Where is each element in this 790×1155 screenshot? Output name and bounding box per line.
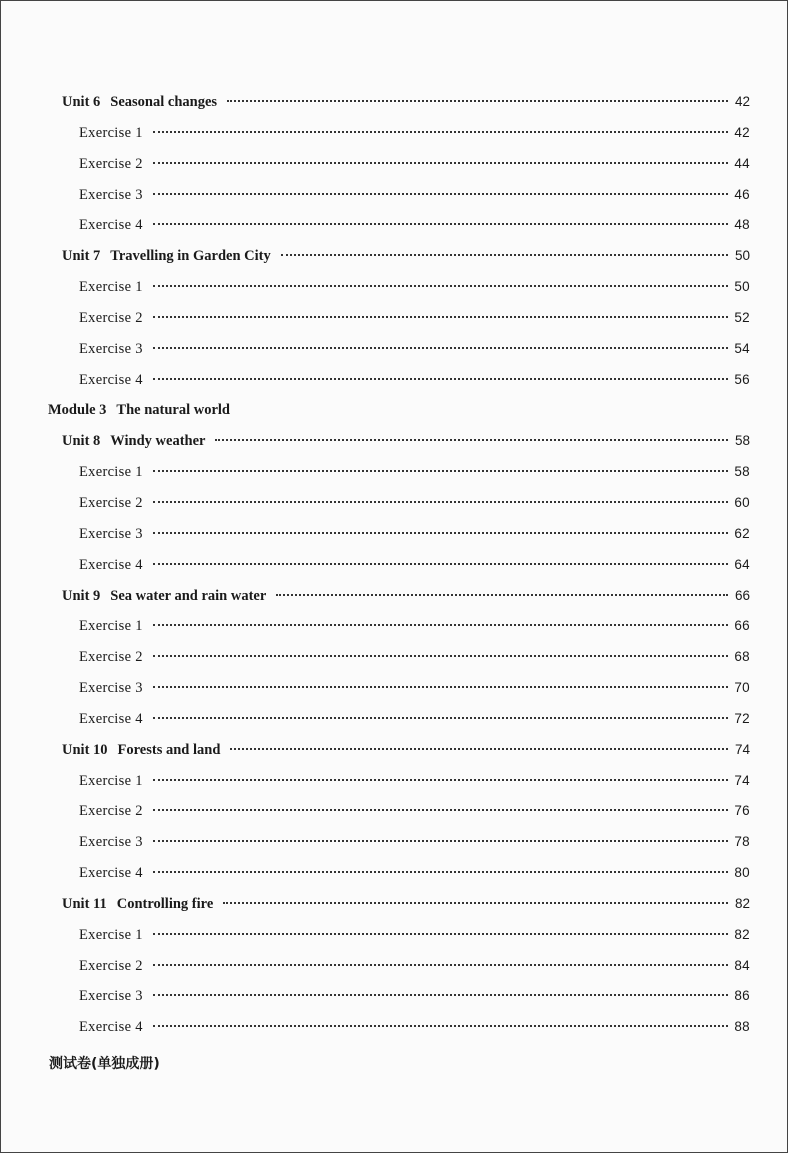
toc-page-number: 70: [734, 680, 750, 696]
toc-entry-title: Exercise 3: [79, 525, 143, 542]
toc-unit-number: Unit 9: [62, 587, 101, 604]
dot-leader: [153, 378, 728, 380]
table-of-contents: [1, 87, 787, 1043]
toc-page-number: 50: [734, 248, 750, 264]
toc-entry-title: Exercise 4: [79, 710, 143, 727]
toc-entry-title: Exercise 1: [79, 926, 143, 943]
toc-page-number: 58: [734, 464, 750, 480]
toc-unit-number: Unit 8: [62, 433, 101, 450]
toc-module-number: Module 3: [48, 402, 107, 419]
toc-exercise-row: [1, 611, 787, 642]
toc-entry-title: Exercise 2: [79, 309, 143, 326]
toc-exercise-row: [1, 951, 787, 982]
toc-entry-title: Controlling fire: [116, 895, 214, 912]
dot-leader: [153, 933, 728, 935]
toc-exercise-row: [1, 303, 787, 334]
dot-leader: [153, 686, 728, 688]
toc-unit-row: [1, 426, 787, 457]
toc-exercise-row: [1, 457, 787, 488]
toc-entry-title: Exercise 2: [79, 957, 143, 974]
toc-page-number: 42: [734, 124, 750, 140]
toc-unit-number: Unit 6: [62, 94, 101, 110]
toc-entry-title: Exercise 2: [79, 155, 143, 172]
dot-leader: [153, 871, 728, 873]
toc-page-number: 62: [734, 525, 750, 541]
toc-entry-title: Exercise 3: [79, 340, 143, 357]
toc-exercise-row: [1, 488, 787, 519]
toc-page-number: 58: [734, 433, 750, 449]
toc-unit-row: [1, 735, 787, 766]
dot-leader: [153, 470, 728, 472]
toc-page-number: 82: [734, 926, 750, 942]
toc-entry-title: Exercise 1: [79, 772, 143, 789]
toc-entry-title: Exercise 4: [79, 371, 143, 388]
toc-page-number: 86: [734, 988, 750, 1004]
toc-page-number: 64: [734, 556, 750, 572]
toc-entry-title: Exercise 1: [79, 464, 143, 481]
toc-exercise-row: [1, 519, 787, 550]
toc-entry-title: Exercise 3: [79, 834, 143, 851]
dot-leader: [153, 316, 728, 318]
dot-leader: [153, 779, 728, 781]
toc-entry-title: Forests and land: [117, 741, 221, 758]
toc-entry-title: Exercise 4: [79, 217, 143, 234]
toc-page-number: 42: [734, 94, 750, 109]
toc-page-number: 74: [734, 741, 750, 757]
toc-entry-title: Exercise 2: [79, 494, 143, 511]
toc-exercise-row: [1, 766, 787, 797]
toc-entry-title: Exercise 4: [79, 556, 143, 573]
toc-exercise-row: [1, 210, 787, 241]
toc-entry-title: Exercise 3: [79, 186, 143, 203]
toc-page-number: 54: [734, 340, 750, 356]
toc-page-number: 74: [734, 772, 750, 788]
dot-leader: [153, 717, 728, 719]
toc-page-number: 50: [734, 279, 750, 295]
dot-leader: [276, 594, 728, 596]
toc-page-number: 88: [734, 1019, 750, 1035]
toc-exercise-row: [1, 673, 787, 704]
dot-leader: [153, 285, 728, 287]
toc-page-number: 56: [734, 371, 750, 387]
toc-entry-title: Exercise 1: [79, 279, 143, 296]
dot-leader: [153, 131, 728, 133]
dot-leader: [153, 162, 728, 164]
dot-leader: [153, 193, 728, 195]
dot-leader: [153, 347, 728, 349]
dot-leader: [153, 624, 728, 626]
toc-unit-number: Unit 11: [62, 895, 107, 912]
toc-page-number: 82: [734, 895, 750, 911]
toc-exercise-row: [1, 827, 787, 858]
dot-leader: [153, 563, 728, 565]
toc-entry-title: Exercise 4: [79, 865, 143, 882]
toc-unit-number: Unit 7: [62, 248, 101, 265]
toc-page-number: 60: [734, 494, 750, 510]
toc-page-number: 68: [734, 649, 750, 665]
toc-module-row: [1, 395, 787, 426]
dot-leader: [153, 655, 728, 657]
dot-leader: [153, 532, 728, 534]
toc-exercise-row: [1, 118, 787, 149]
dot-leader: [153, 809, 728, 811]
toc-unit-row: [1, 889, 787, 920]
toc-entry-title: Exercise 4: [79, 1019, 143, 1036]
toc-exercise-row: [1, 149, 787, 180]
toc-entry-title: Exercise 2: [79, 649, 143, 666]
dot-leader: [153, 1025, 728, 1027]
toc-page-number: 46: [734, 186, 750, 202]
dot-leader: [227, 100, 728, 102]
toc-page-number: 76: [734, 803, 750, 819]
toc-exercise-row: [1, 858, 787, 889]
dot-leader: [153, 840, 728, 842]
toc-page-number: 78: [734, 834, 750, 850]
toc-entry-title: The natural world: [116, 402, 230, 419]
toc-exercise-row: [1, 796, 787, 827]
toc-page-number: 80: [734, 865, 750, 881]
toc-exercise-row: [1, 272, 787, 303]
dot-leader: [223, 902, 728, 904]
dot-leader: [281, 254, 728, 256]
toc-exercise-row: [1, 550, 787, 581]
toc-page-number: 84: [734, 957, 750, 973]
toc-exercise-row: [1, 1012, 787, 1043]
dot-leader: [215, 439, 728, 441]
toc-exercise-row: [1, 365, 787, 396]
dot-leader: [153, 501, 728, 503]
toc-entry-title: Exercise 1: [79, 618, 143, 635]
toc-exercise-row: [1, 334, 787, 365]
toc-entry-title: Travelling in Garden City: [110, 248, 271, 265]
toc-page-number: 66: [734, 618, 750, 634]
toc-exercise-row: [1, 981, 787, 1012]
toc-entry-title: Exercise 3: [79, 680, 143, 697]
toc-page-number: 52: [734, 309, 750, 325]
toc-unit-row: [1, 241, 787, 272]
toc-page-number: 72: [734, 710, 750, 726]
toc-entry-title: Exercise 3: [79, 988, 143, 1005]
toc-unit-row: [1, 87, 787, 118]
dot-leader: [153, 223, 728, 225]
test-paper-note: 测试卷(单独成册): [49, 1056, 160, 1072]
toc-exercise-row: [1, 642, 787, 673]
toc-entry-title: Seasonal changes: [110, 94, 218, 110]
toc-page-number: 66: [734, 587, 750, 603]
toc-entry-title: Exercise 1: [79, 124, 143, 141]
dot-leader: [153, 964, 728, 966]
toc-page-number: 44: [734, 155, 750, 171]
toc-exercise-row: [1, 180, 787, 211]
toc-entry-title: Sea water and rain water: [110, 587, 267, 604]
toc-exercise-row: [1, 920, 787, 951]
toc-entry-title: Exercise 2: [79, 803, 143, 820]
toc-exercise-row: [1, 704, 787, 735]
toc-page-number: 48: [734, 217, 750, 233]
toc-unit-number: Unit 10: [62, 741, 108, 758]
toc-unit-row: [1, 581, 787, 612]
dot-leader: [153, 994, 728, 996]
toc-entry-title: Windy weather: [110, 433, 206, 450]
dot-leader: [230, 748, 728, 750]
